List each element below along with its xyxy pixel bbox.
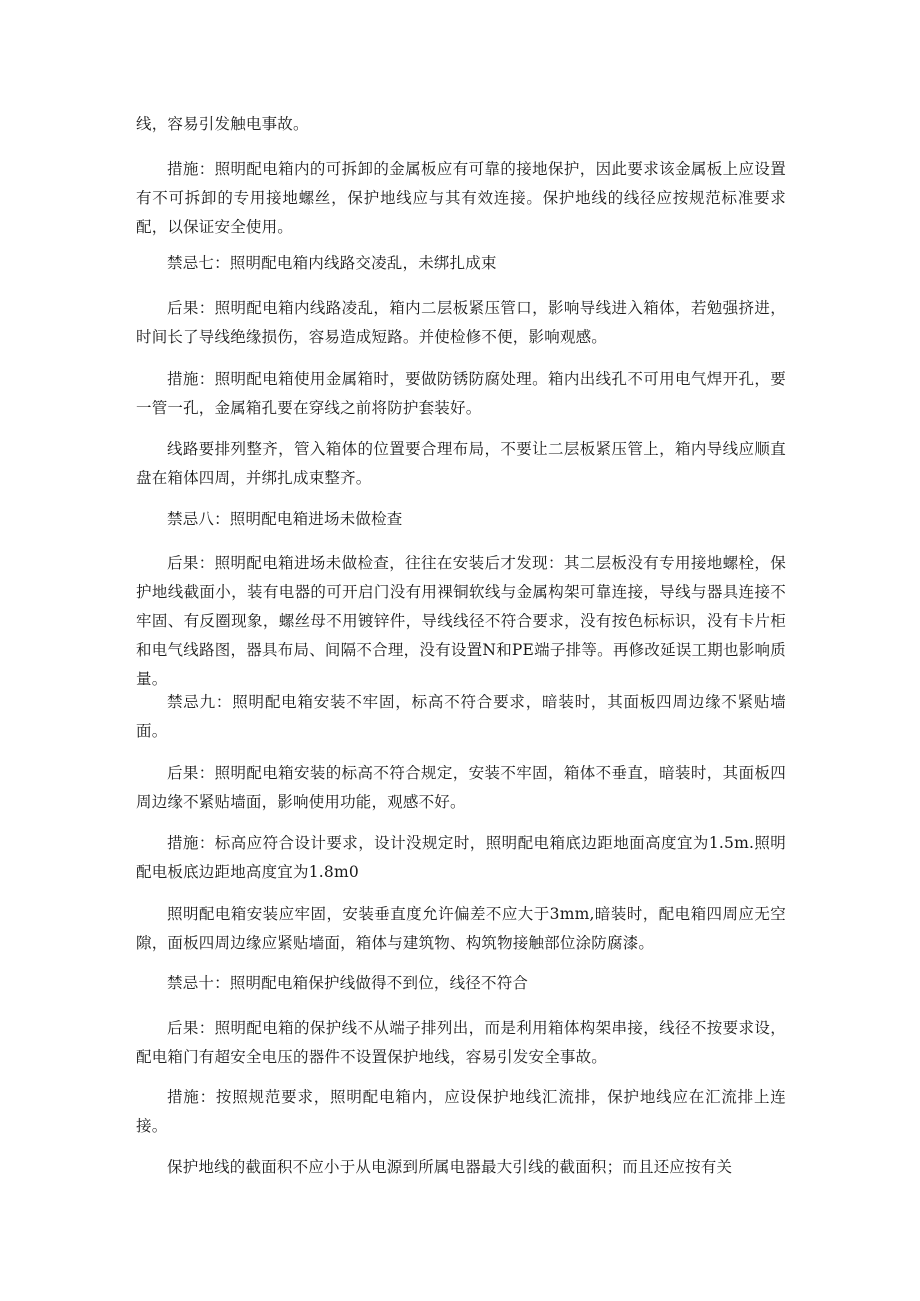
paragraph-3: 后果：照明配电箱内线路凌乱，箱内二层板紧压管口，影响导线进入箱体，若勉强挤进，时间长了导线绝缘损伤，容易造成短路。并使检修不便，影响观感。	[136, 299, 786, 346]
paragraph-4: 措施：照明配电箱使用金属箱时，要做防锈防腐处理。箱内出线孔不可用电气焊开孔，要一管一孔，金属箱孔要在穿线之前将防护套装好。	[136, 370, 786, 417]
paragraph-5: 线路要排列整齐，管入箱体的位置要合理布局，不要让二层板紧压管上，箱内导线应顺直盘在箱体四周，并绑扎成束整齐。	[136, 440, 786, 487]
paragraph-2: 措施：照明配电箱内的可拆卸的金属板应有可靠的接地保护，因此要求该金属板上应设置有不可拆卸的专用接地螺丝，保护地线应与其有效连接。保护地线的线径应按规范标准要求配，以保证安全使用。	[136, 160, 786, 236]
heading-taboo-7: 禁忌七：照明配电箱内线路交凌乱，未绑扎成束	[167, 254, 497, 272]
paragraph-10: 后果：照明配电箱的保护线不从端子排列出，而是利用箱体构架串接，线径不按要求设，配电箱门有超安全电压的器件不设置保护地线，容易引发安全事故。	[136, 1019, 786, 1066]
paragraph-11: 措施：按照规范要求，照明配电箱内，应设保护地线汇流排，保护地线应在汇流排上连接。	[136, 1088, 786, 1135]
heading-taboo-9: 禁忌九：照明配电箱安装不牢固，标高不符合要求，暗装时，其面板四周边缘不紧贴墙面。	[136, 693, 786, 740]
heading-taboo-10: 禁忌十：照明配电箱保护线做得不到位，线径不符合	[167, 974, 529, 992]
paragraph-9: 照明配电箱安装应牢固，安装垂直度允许偏差不应大于3mm,暗装时，配电箱四周应无空隙，面板四周边缘应紧贴墙面，箱体与建筑物、构筑物接触部位涂防腐漆。	[136, 905, 786, 952]
paragraph-6: 后果：照明配电箱进场未做检查，往往在安装后才发现：其二层板没有专用接地螺栓，保护地线截面小，装有电器的可开启门没有用裸铜软线与金属构架可靠连接，导线与器具连接不牢固、有反圈现象，螺丝母不用镀锌件，导线线径不符合要求，没有按色标标识，没有卡片柜和电气线路图，器具布局、间隔不合理，没有设置N和PE端子排等。再修改延误工期也影响质量。	[136, 554, 786, 688]
paragraph-12: 保护地线的截面积不应小于从电源到所属电器最大引线的截面积；而且还应按有关	[167, 1158, 733, 1176]
paragraph-1: 线，容易引发触电事故。	[136, 115, 309, 133]
paragraph-8: 措施：标高应符合设计要求，设计没规定时，照明配电箱底边距地面高度宜为1.5m.照明配电板底边距地高度宜为1.8m0	[136, 834, 786, 881]
paragraph-7: 后果：照明配电箱安装的标高不符合规定，安装不牢固，箱体不垂直，暗装时，其面板四周边缘不紧贴墙面，影响使用功能，观感不好。	[136, 764, 786, 811]
heading-taboo-8: 禁忌八：照明配电箱进场未做检查	[167, 510, 403, 528]
